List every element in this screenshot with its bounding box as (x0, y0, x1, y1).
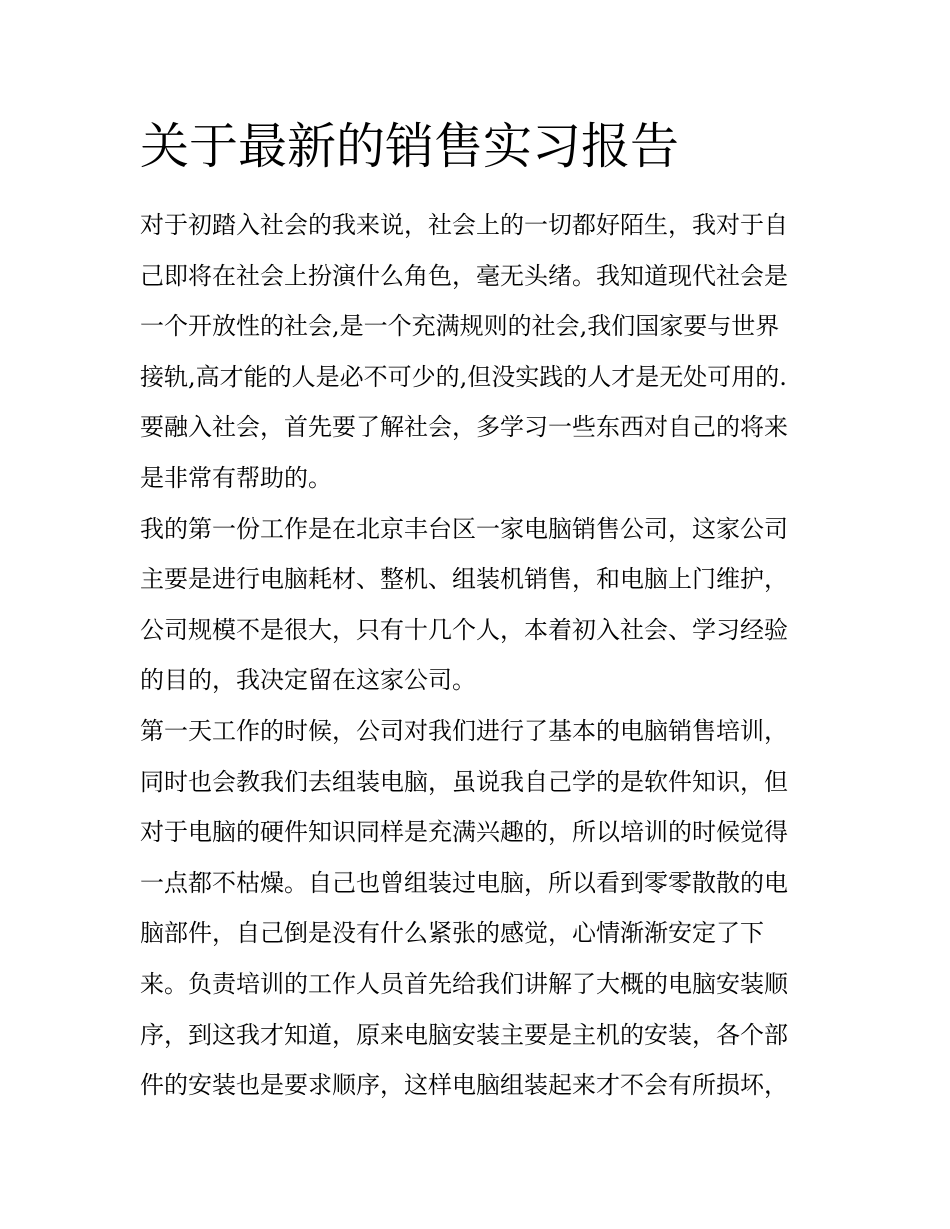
body-line: 一个开放性的社会,是一个充满规则的社会,我们国家要与世界 (140, 312, 780, 341)
body-line: 第一天工作的时候，公司对我们进行了基本的电脑销售培训， (140, 716, 788, 745)
body-line: 对于初踏入社会的我来说，社会上的一切都好陌生，我对于自 (140, 211, 788, 239)
body-line: 己即将在社会上扮演什么角色，毫无头绪。我知道现代社会是 (140, 261, 788, 290)
body-line: 来。负责培训的工作人员首先给我们讲解了大概的电脑安装顺 (140, 969, 788, 998)
body-line: 一点都不枯燥。自己也曾组装过电脑，所以看到零零散散的电 (140, 868, 788, 897)
body-line: 要融入社会，首先要了解社会，多学习一些东西对自己的将来 (140, 413, 788, 442)
body-line: 主要是进行电脑耗材、整机、组装机销售，和电脑上门维护， (140, 565, 788, 594)
body-line: 接轨,高才能的人是必不可少的,但没实践的人才是无处可用的. (140, 362, 787, 391)
body-line: 件的安装也是要求顺序，这样电脑组装起来才不会有所损坏， (140, 1071, 788, 1100)
body-line: 公司规模不是很大，只有十几个人，本着初入社会、学习经验 (140, 615, 788, 644)
document-title: 关于最新的销售实习报告 (140, 118, 680, 175)
body-line: 对于电脑的硬件知识同样是充满兴趣的，所以培训的时候觉得 (140, 818, 788, 847)
body-line: 脑部件，自己倒是没有什么紧张的感觉，心情渐渐安定了下 (140, 919, 764, 948)
body-line: 我的第一份工作是在北京丰台区一家电脑销售公司，这家公司 (140, 514, 788, 543)
body-line: 序，到这我才知道，原来电脑安装主要是主机的安装，各个部 (140, 1020, 788, 1049)
body-line: 是非常有帮助的。 (140, 463, 332, 492)
body-line: 的目的，我决定留在这家公司。 (140, 666, 476, 695)
document-body (140, 200, 820, 1111)
body-line: 同时也会教我们去组装电脑，虽说我自己学的是软件知识，但 (140, 767, 788, 796)
